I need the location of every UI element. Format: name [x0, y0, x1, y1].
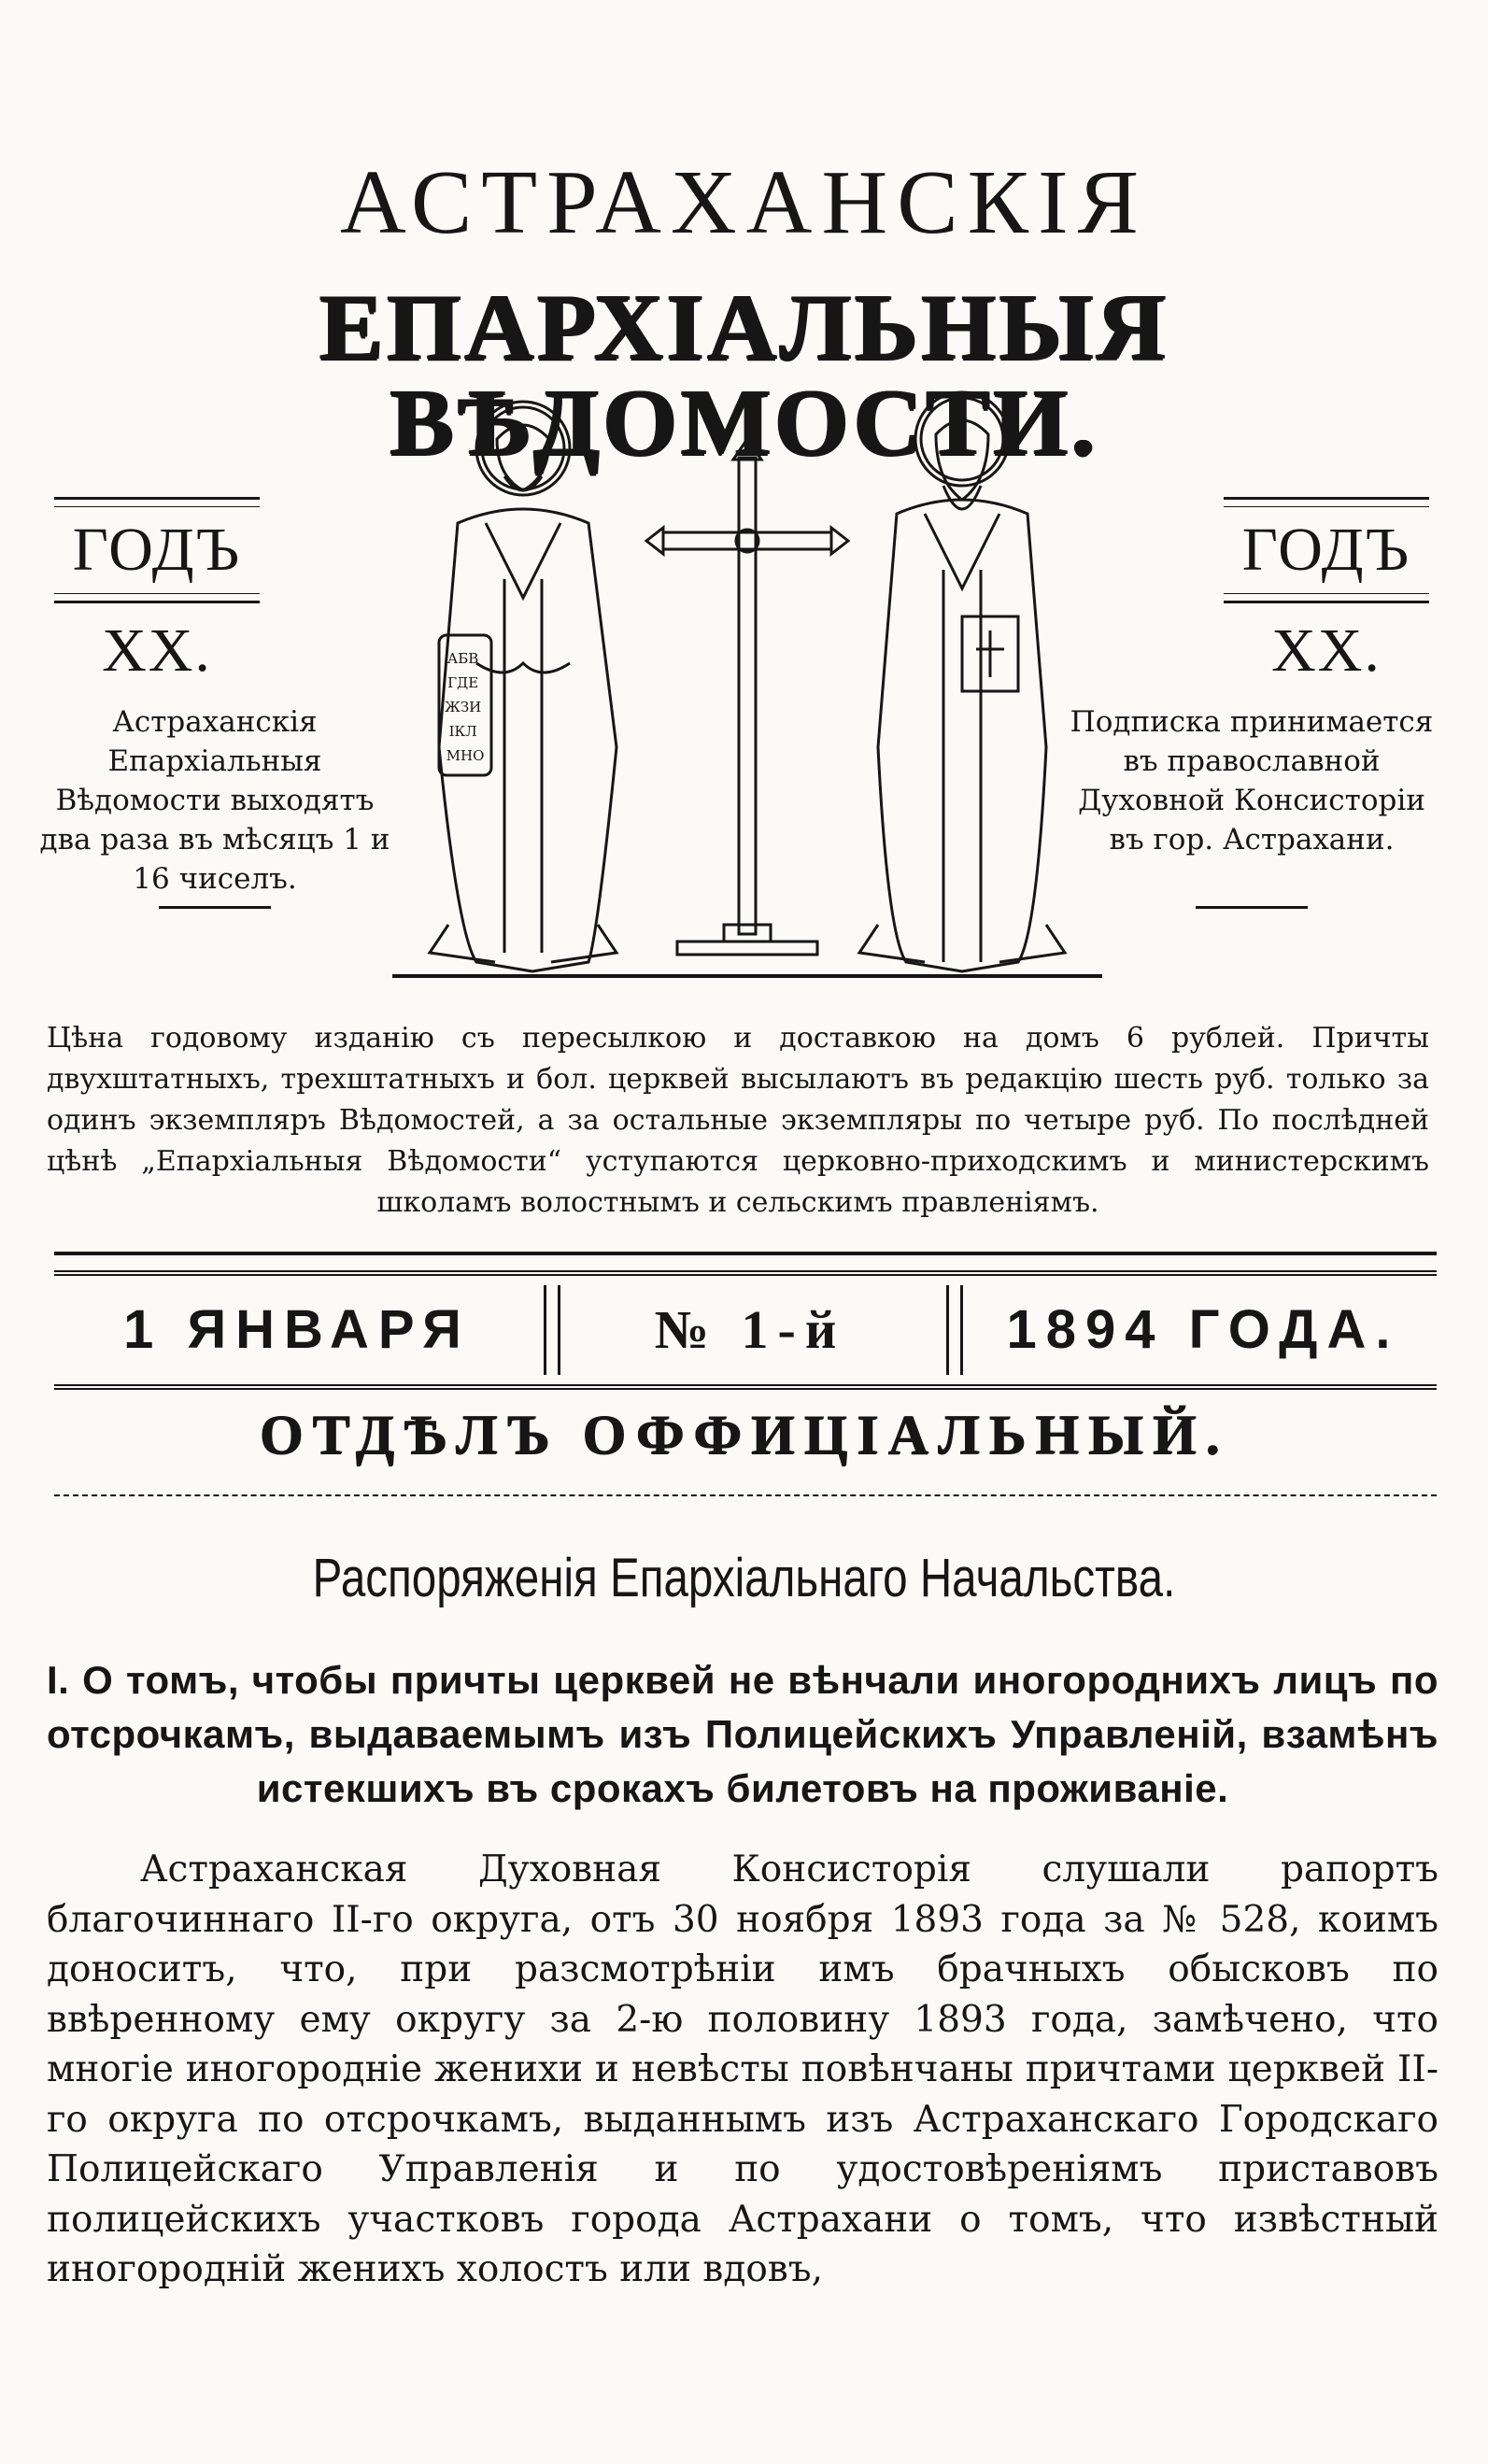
section-divider — [54, 1494, 1437, 1509]
article-title: I. О томъ, чтобы причты церквей не вѣнчали иногороднихъ лицъ по отсрочкамъ, выдаваемымъ изъ Полицейскихъ Управленій, взамѣнъ истекшихъ въ срокахъ билетовъ на проживаніе. — [47, 1658, 1438, 1810]
note-divider-right — [1196, 906, 1308, 909]
section-heading: ОТДѢЛЪ ОФФИЦІАЛЬНЫЙ. — [259, 1404, 1229, 1466]
subscription-note: Подписка принимается въ православной Духовной Консисторіи въ гор. Астрахани. — [1070, 705, 1434, 857]
issue-number: № 1-й — [654, 1299, 846, 1360]
decrees-subheading: Распоряженія Епархіальнаго Начальства. — [312, 1548, 1176, 1608]
issue-year: 1894 ГОДА. — [1006, 1299, 1400, 1360]
article-body: Астраханская Духовная Консисторія слушали рапортъ благочиннаго II-го округа, отъ 30 ноября 1893 года за № 528, коимъ доноситъ, что, при разсмотрѣніи имъ брачныхъ обысковъ по ввѣренному ему округу за 2-ю половину 1893 года, замѣчено, что многіе иногородніе женихи и невѣсты повѣнчаны причтами церквей II-го округа по отсрочкамъ, выданнымъ изъ Астраханскаго Городскаго Полицейскаго Управленія и по удостовѣреніямъ приставовъ полицейскихъ участковъ города Астрахани о томъ, что извѣстный иногородній женихъ холостъ или вдовъ, — [47, 1848, 1438, 2290]
scroll-text: АБВ ГДЕ ЖЗИ ІКЛ МНО — [444, 650, 485, 764]
year-box-left — [54, 497, 260, 685]
masthead-title-line2: ЕПАРХІАЛЬНЫЯ ВѢДОМОСТИ. — [319, 275, 1169, 475]
masthead-title-line1: АСТРАХАНСКІЯ — [340, 152, 1148, 253]
right-saint-figure — [859, 392, 1065, 971]
publication-schedule-note: Астраханскія Епархіальныя Вѣдомости выходятъ два раза въ мѣсяцъ 1 и 16 чиселъ. — [39, 705, 390, 896]
issue-top-rule — [54, 1252, 1437, 1255]
issue-bar — [54, 1270, 1437, 1390]
note-divider-left — [159, 906, 271, 909]
year-box-right — [1224, 497, 1429, 685]
price-paragraph: Цѣна годовому изданію съ пересылкою и доставкою на домъ 6 рублей. Причты двухштатныхъ, трехштатныхъ и бол. церквей высылаютъ въ редакцію шесть руб. только за одинъ экземпляръ Вѣдомостей, а за остальные экземпляры по четыре руб. По послѣдней цѣнѣ „Епархіальныя Вѣдомости“ уступаются церковно-приходскимъ и министерскимъ школамъ волостнымъ и сельскимъ правленіямъ. — [47, 1022, 1429, 1219]
year-label-left: ГОДЪ XX. — [72, 516, 242, 685]
cross-icon — [646, 439, 848, 942]
issue-divider-1 — [544, 1285, 560, 1375]
saints-and-cross-illustration — [392, 383, 1102, 1004]
year-label-right: ГОДЪ XX. — [1241, 516, 1411, 685]
issue-divider-2 — [946, 1285, 963, 1375]
issue-date: 1 ЯНВАРЯ — [123, 1299, 471, 1360]
